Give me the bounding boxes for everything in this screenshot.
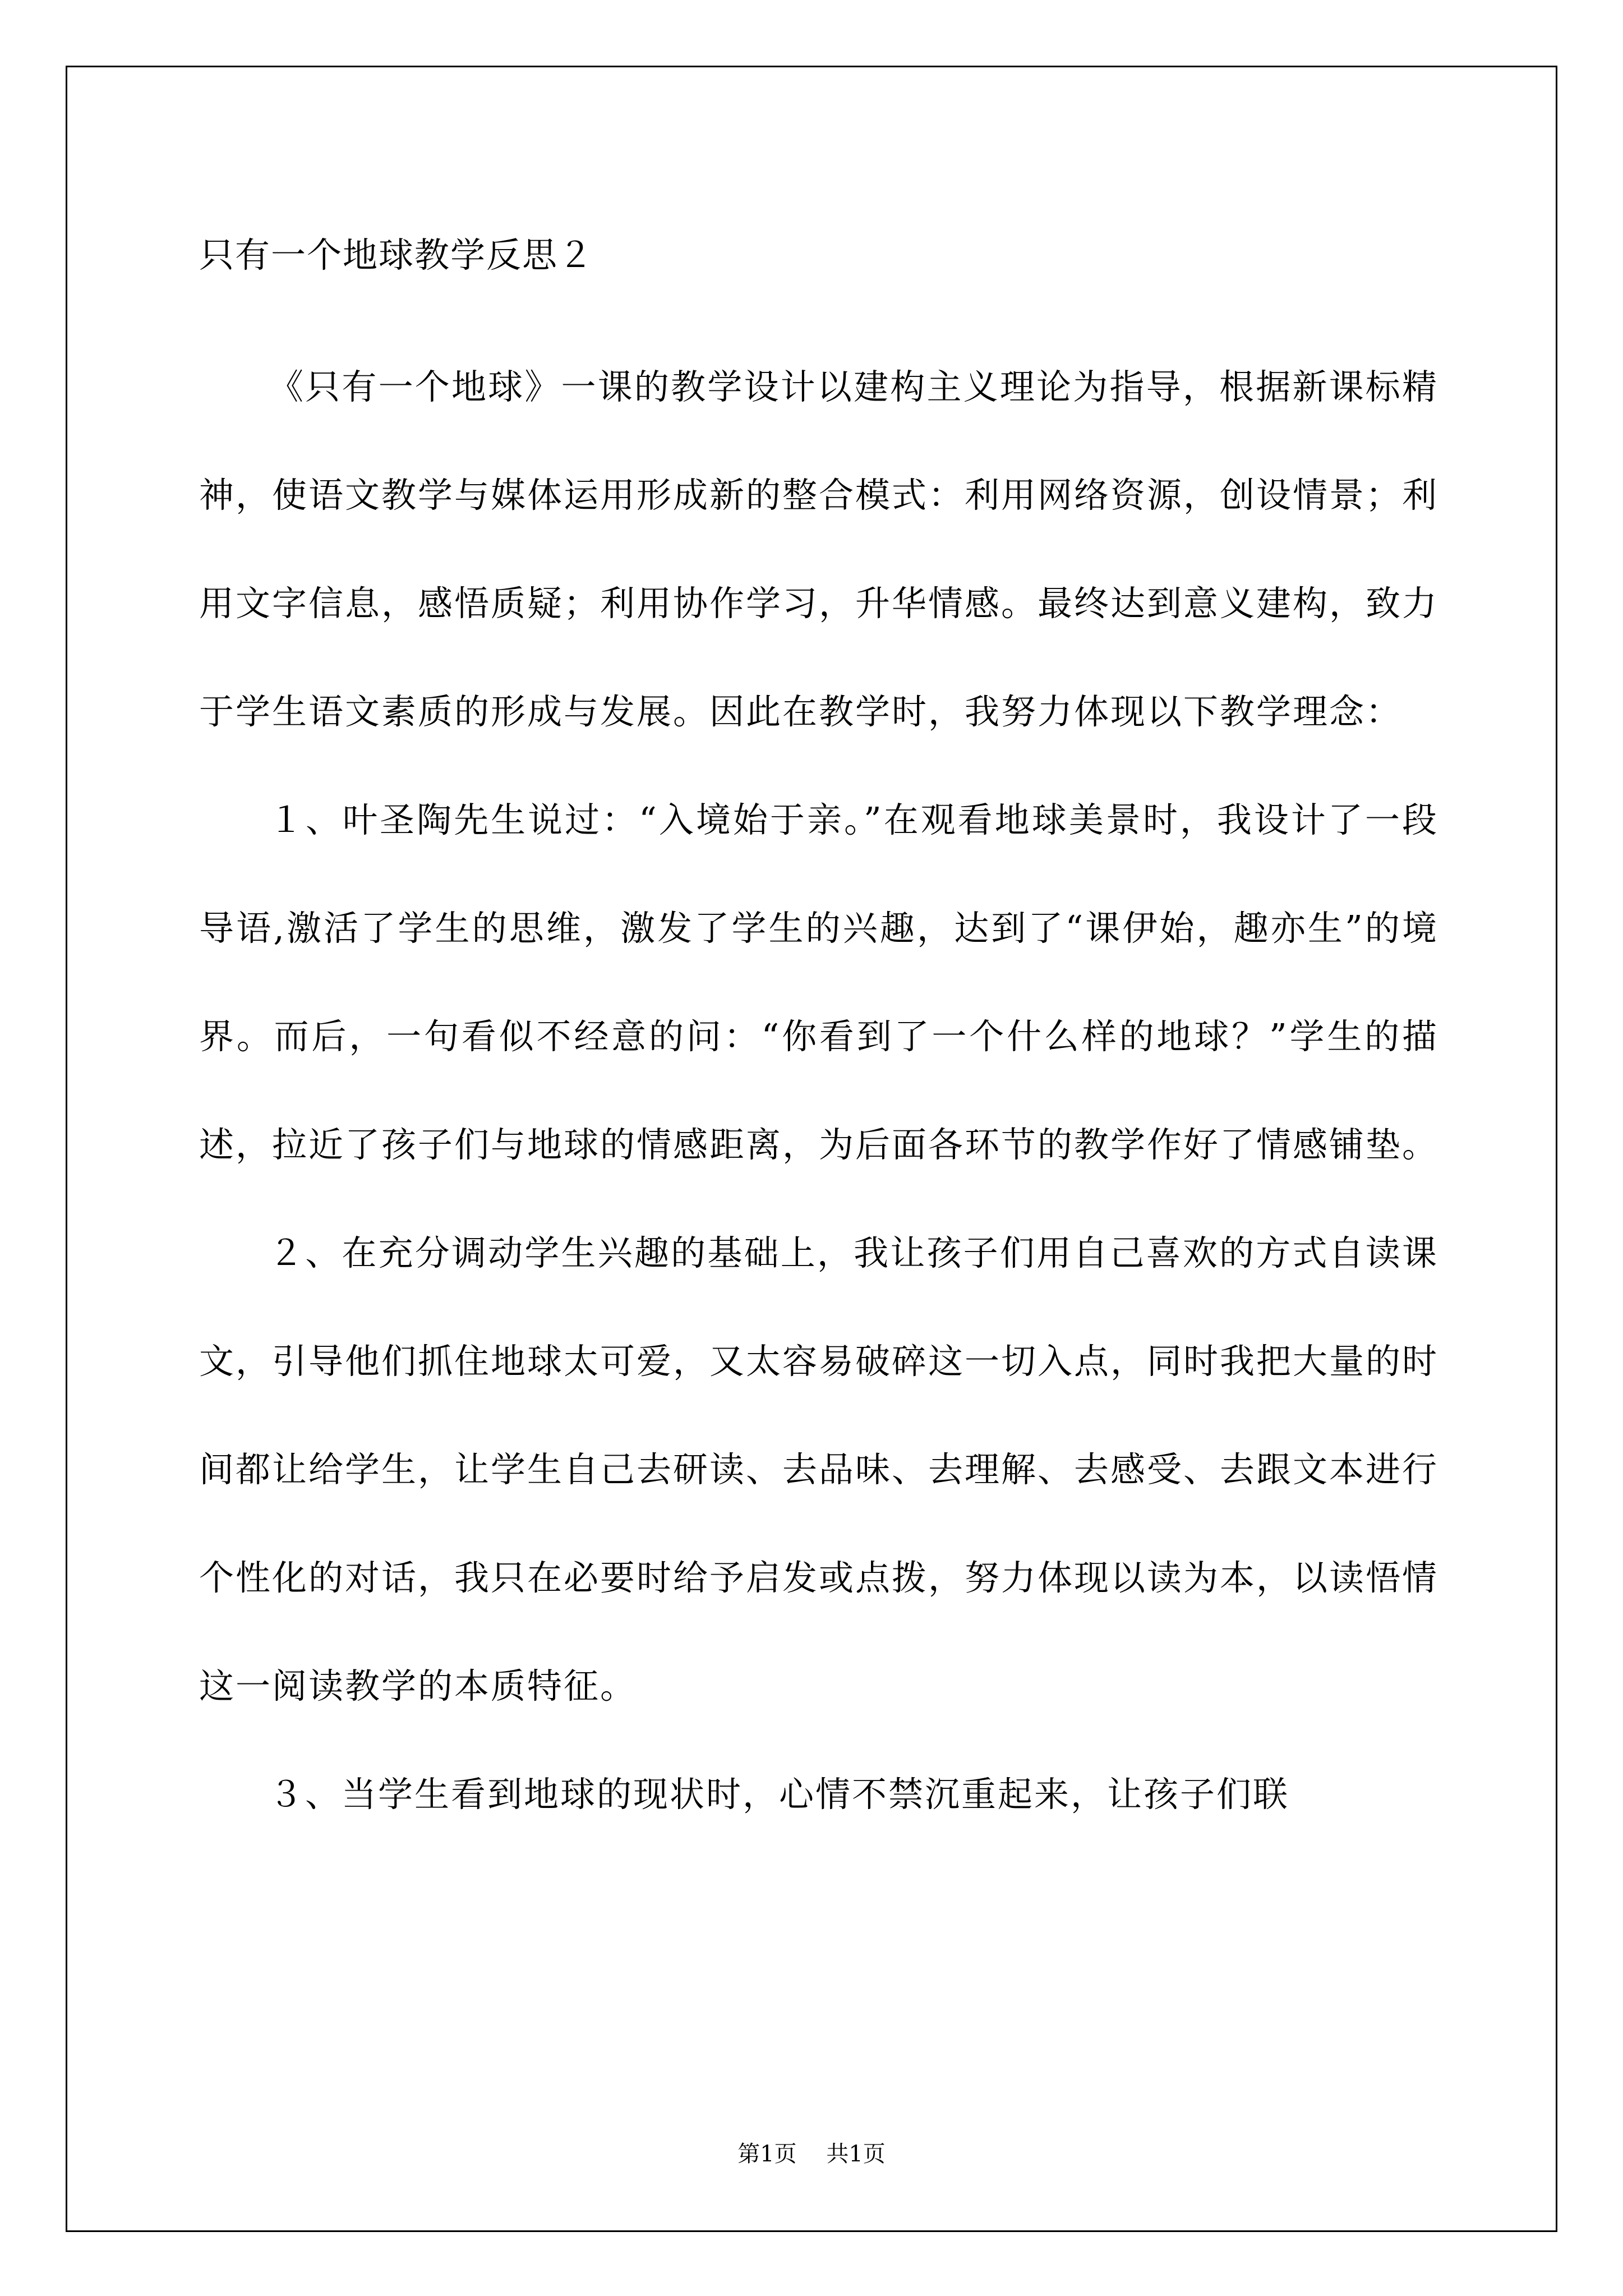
page-footer (0, 2136, 1623, 2168)
document-title: 只有一个地球教学反思２ (199, 234, 594, 275)
page-number-current: 第1页 (737, 2141, 797, 2167)
paragraph-point-2: ２、在充分调动学生兴趣的基础上，我让孩子们用自己喜欢的方式自读课文，引导他们抓住地球太可爱，又太容易破碎这一切入点，同时我把大量的时间都让给学生，让学生自己去研读、去品味、去理解、去感受、去跟文本进行个性化的对话，我只在必要时给予启发或点拨，努力体现以读为本，以读悟情这一阅读教学的本质特征。 (199, 1232, 1439, 1706)
paragraph-point-1: １、叶圣陶先生说过：“入境始于亲。”在观看地球美景时，我设计了一段导语,激活了学生的思维，激发了学生的兴趣，达到了“课伊始，趣亦生”的境界。而后，一句看似不经意的问：“你看到了一个什么样的地球？”学生的描述，拉近了孩子们与地球的情感距离，为后面各环节的教学作好了情感铺垫。 (199, 799, 1439, 1165)
paragraph-point-3: ３、当学生看到地球的现状时，心情不禁沉重起来，让孩子们联 (269, 1774, 1290, 1815)
document-body (199, 227, 1438, 1848)
page-number-total: 共1页 (826, 2141, 886, 2167)
paragraph-intro: 《只有一个地球》一课的教学设计以建构主义理论为指导，根据新课标精神，使语文教学与媒体运用形成新的整合模式：利用网络资源，创设情景；利用文字信息，感悟质疑；利用协作学习，升华情感。最终达到意义建构，致力于学生语文素质的形成与发展。因此在教学时，我努力体现以下教学理念： (199, 366, 1439, 732)
